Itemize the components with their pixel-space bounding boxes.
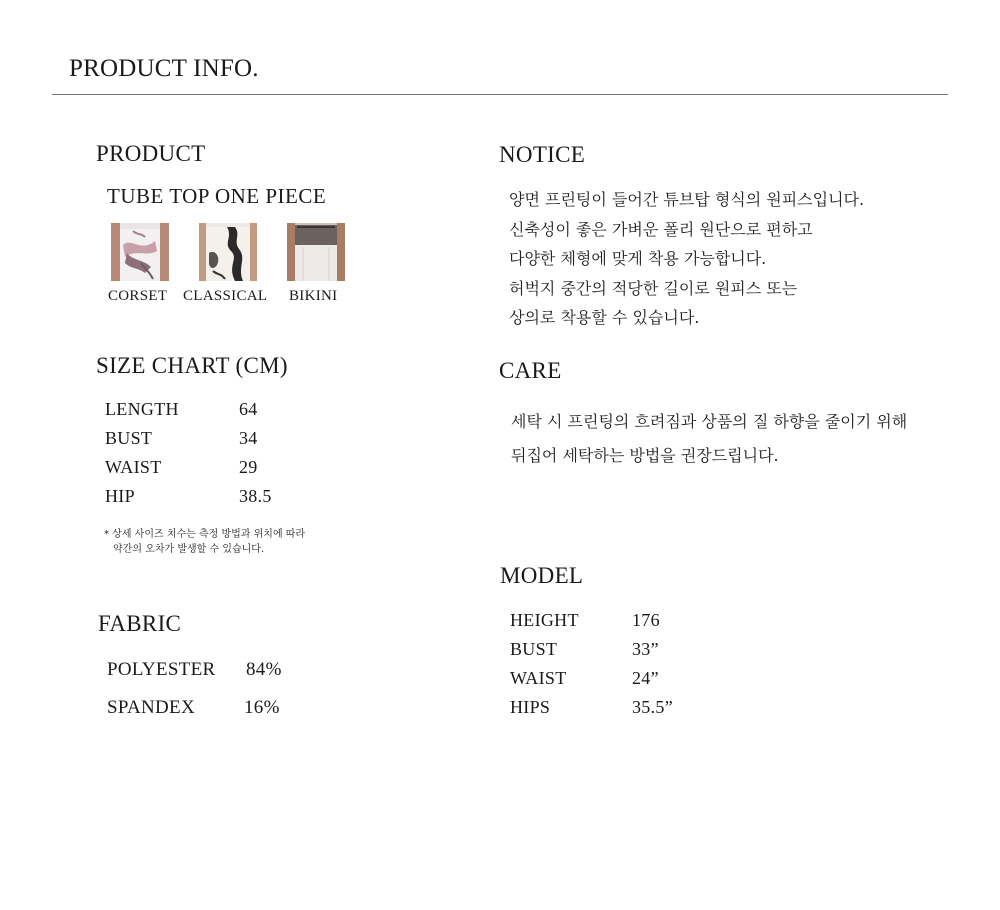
size-value-length: 64 [239, 399, 258, 419]
notice-heading: NOTICE [499, 142, 586, 167]
bikini-style-thumbnail[interactable] [287, 223, 345, 281]
notice-line-4: 허벅지 중간의 적당한 길이로 원피스 또는 [509, 279, 798, 298]
fabric-value-spandex: 16% [244, 697, 280, 718]
model-value-height: 176 [632, 610, 660, 630]
size-value-bust: 34 [239, 428, 258, 448]
notice-line-1: 양면 프린팅이 들어간 튜브탑 형식의 원피스입니다. [509, 190, 865, 209]
size-value-hip: 38.5 [239, 486, 272, 506]
size-chart-heading: SIZE CHART (CM) [96, 353, 288, 378]
model-label-bust: BUST [510, 639, 558, 659]
title-divider [52, 94, 948, 95]
corset-style-label: CORSET [108, 288, 168, 304]
model-value-bust: 33” [632, 639, 659, 659]
fabric-value-polyester: 84% [246, 659, 282, 680]
size-label-waist: WAIST [105, 457, 162, 477]
product-heading: PRODUCT [96, 141, 206, 166]
care-line-2: 뒤집어 세탁하는 방법을 권장드립니다. [511, 446, 779, 465]
bikini-style-label: BIKINI [289, 288, 338, 304]
model-label-waist: WAIST [510, 668, 567, 688]
page-title: PRODUCT INFO. [69, 55, 259, 82]
size-value-waist: 29 [239, 457, 258, 477]
model-label-hips: HIPS [510, 697, 551, 717]
model-value-waist: 24” [632, 668, 659, 688]
notice-line-5: 상의로 착용할 수 있습니다. [509, 308, 700, 327]
fabric-label-polyester: POLYESTER [107, 659, 216, 680]
size-label-bust: BUST [105, 428, 153, 448]
model-label-height: HEIGHT [510, 610, 579, 630]
care-heading: CARE [499, 358, 562, 383]
notice-line-3: 다양한 체형에 맞게 착용 가능합니다. [509, 249, 767, 268]
classical-style-label: CLASSICAL [183, 288, 268, 304]
size-label-length: LENGTH [105, 399, 179, 419]
model-value-hips: 35.5” [632, 697, 673, 717]
corset-style-thumbnail[interactable] [111, 223, 169, 281]
care-line-1: 세탁 시 프린팅의 흐려짐과 상품의 질 하향을 줄이기 위해 [511, 412, 908, 431]
fabric-label-spandex: SPANDEX [107, 697, 195, 718]
product-name: TUBE TOP ONE PIECE [107, 184, 327, 208]
size-note-line-1: * 상세 사이즈 치수는 측정 방법과 위치에 따라 [104, 529, 306, 540]
model-heading: MODEL [500, 563, 584, 588]
notice-line-2: 신축성이 좋은 가벼운 폴리 원단으로 편하고 [509, 220, 813, 239]
classical-style-thumbnail[interactable] [199, 223, 257, 281]
size-note-line-2: 약간의 오차가 발생할 수 있습니다. [113, 544, 265, 555]
fabric-heading: FABRIC [98, 611, 182, 636]
size-label-hip: HIP [105, 486, 135, 506]
